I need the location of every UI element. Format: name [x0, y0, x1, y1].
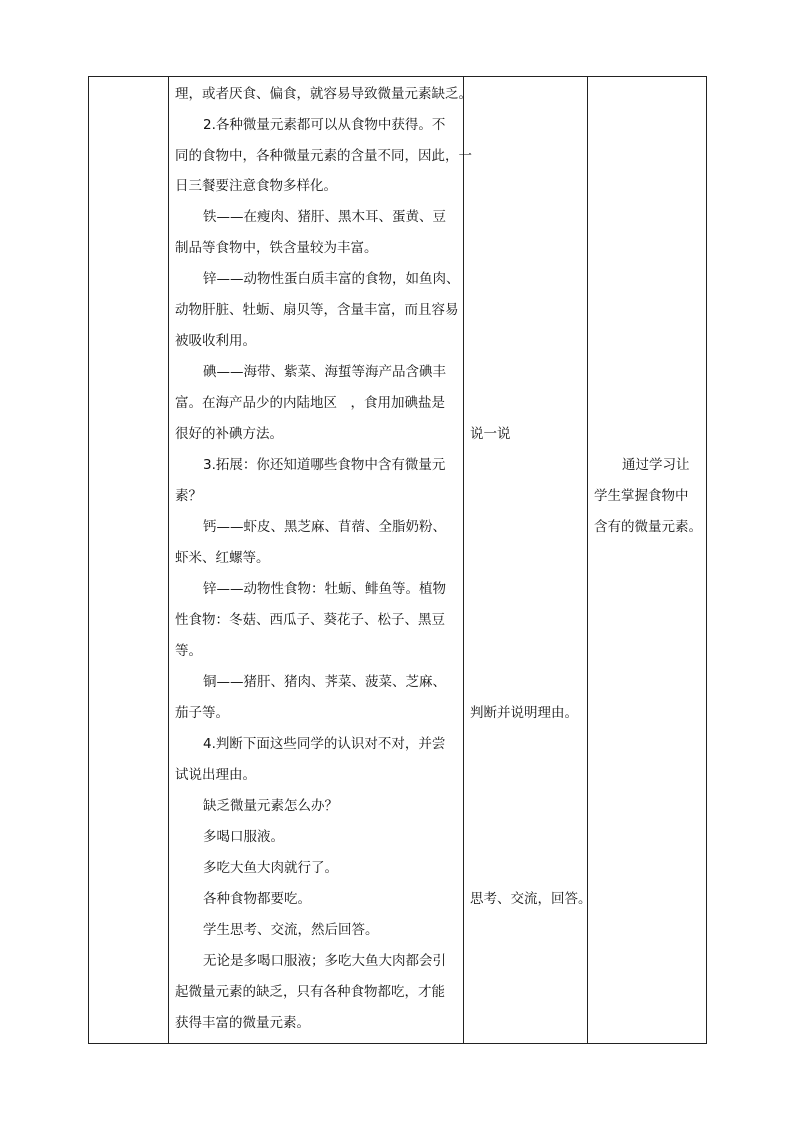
content-line: 试说出理由。: [175, 767, 256, 783]
design-intent-cell: [588, 77, 708, 1043]
content-line: 制品等食物中，铁含量较为丰富。: [175, 240, 378, 256]
content-line: 获得丰富的微量元素。: [175, 1015, 310, 1031]
content-line: 日三餐要注意食物多样化。: [175, 178, 337, 194]
student-activity-cell: [464, 77, 592, 1043]
content-line: 3.拓展：你还知道哪些食物中含有微量元: [203, 457, 446, 473]
content-line: 很好的补碘方法。: [175, 426, 283, 442]
teaching-content-cell: [169, 77, 472, 1043]
content-line: 铁——在瘦肉、猪肝、黑木耳、蛋黄、豆: [203, 209, 446, 225]
content-line: 被吸收利用。: [175, 333, 256, 349]
goal-line: 学生掌握食物中: [594, 488, 689, 504]
goal-line: 通过学习让: [622, 457, 690, 473]
content-line: 富。在海产品少的内陆地区 ，食用加碘盐是: [175, 395, 445, 411]
content-line: 多吃大鱼大肉就行了。: [203, 860, 338, 876]
content-line: 学生思考、交流，然后回答。: [203, 922, 379, 938]
content-line: 素？: [175, 488, 202, 504]
content-line: 各种食物都要吃。: [203, 891, 311, 907]
empty-first-column: [89, 77, 168, 1043]
content-line: 铜——猪肝、猪肉、荠菜、菠菜、芝麻、: [203, 674, 446, 690]
content-line: 起微量元素的缺乏，只有各种食物都吃，才能: [175, 984, 445, 1000]
lesson-table: [88, 76, 707, 1044]
content-line: 锌——动物性蛋白质丰富的食物，如鱼肉、: [203, 271, 460, 287]
activity-think: 思考、交流，回答。: [470, 891, 592, 907]
content-line: 碘——海带、紫菜、海蜇等海产品含碘丰: [203, 364, 446, 380]
content-line: 等。: [175, 643, 202, 659]
content-line: 锌——动物性食物：牡蛎、鲱鱼等。植物: [203, 581, 446, 597]
activity-speak: 说一说: [470, 426, 511, 442]
content-line: 同的食物中，各种微量元素的含量不同，因此，一: [175, 148, 472, 164]
goal-line: 含有的微量元素。: [594, 519, 702, 535]
content-line: 动物肝脏、牡蛎、扇贝等，含量丰富，而且容易: [175, 302, 459, 318]
activity-judge: 判断并说明理由。: [470, 705, 578, 721]
content-line: 无论是多喝口服液；多吃大鱼大肉都会引: [203, 953, 446, 969]
content-line: 缺乏微量元素怎么办？: [203, 798, 338, 814]
content-line: 2.各种微量元素都可以从食物中获得。不: [203, 117, 446, 133]
content-line: 4.判断下面这些同学的认识对不对，并尝: [203, 736, 446, 752]
content-line: 性食物：冬菇、西瓜子、葵花子、松子、黑豆: [175, 612, 445, 628]
content-line: 虾米、红螺等。: [175, 550, 270, 566]
content-line: 茄子等。: [175, 705, 229, 721]
content-line: 钙——虾皮、黑芝麻、苜蓿、全脂奶粉、: [203, 519, 446, 535]
content-line: 多喝口服液。: [203, 829, 284, 845]
content-line: 理，或者厌食、偏食，就容易导致微量元素缺乏。: [175, 86, 472, 102]
